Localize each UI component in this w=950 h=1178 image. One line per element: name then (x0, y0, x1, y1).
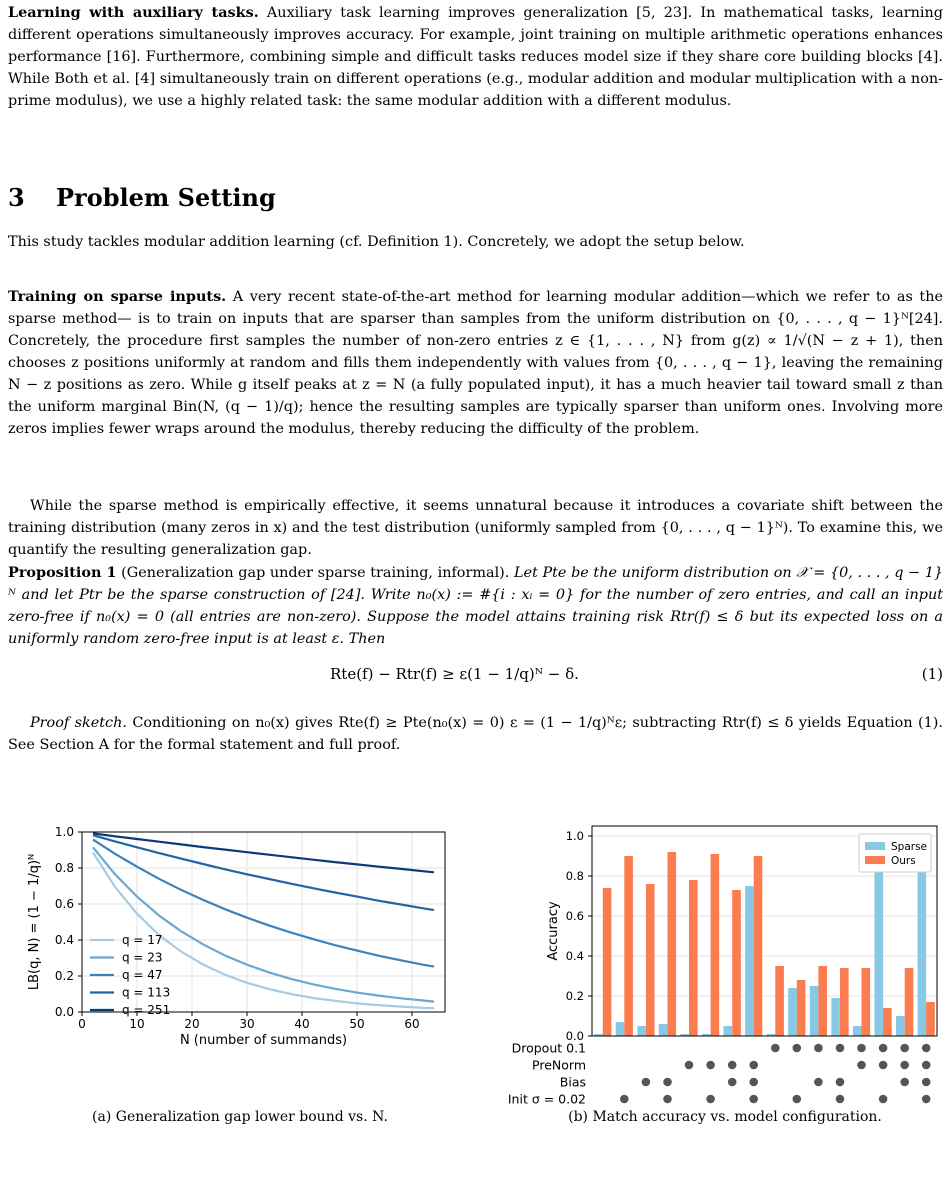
config-row-label: Init σ = 0.02 (507, 1091, 586, 1107)
config-dot (814, 1078, 823, 1087)
config-dot (836, 1078, 845, 1087)
y-tick-label: 0.0 (54, 1005, 74, 1019)
config-dot (771, 1044, 780, 1053)
config-dot (663, 1095, 672, 1104)
y-tick-label: 0.2 (565, 989, 584, 1003)
bar-sparse (659, 1024, 668, 1036)
bar-ours (818, 966, 827, 1036)
config-dot (900, 1061, 909, 1070)
bar-ours (646, 884, 655, 1036)
config-dot (922, 1044, 931, 1053)
legend-label: q = 17 (122, 933, 163, 947)
y-tick-label: 1.0 (54, 825, 74, 839)
config-dot (857, 1044, 866, 1053)
x-tick-label: 30 (239, 1017, 255, 1031)
x-axis-label: N (number of summands) (179, 1033, 348, 1048)
caption-b: (b) Match accuracy vs. model configuration. (568, 1109, 882, 1125)
x-tick-label: 20 (184, 1017, 200, 1031)
legend-label: q = 113 (122, 985, 171, 1000)
config-dot (922, 1061, 931, 1070)
legend-label: Sparse (891, 841, 928, 853)
bar-ours (926, 1002, 935, 1036)
config-dot (814, 1044, 823, 1053)
legend-label: Ours (891, 855, 916, 867)
y-tick-label: 0.8 (565, 869, 584, 883)
bar-sparse (724, 1026, 733, 1036)
series-line (93, 833, 434, 872)
config-dot (857, 1061, 866, 1070)
bar-sparse (788, 988, 797, 1036)
config-dot (922, 1095, 931, 1104)
proposition-head: Proposition 1 (8, 564, 117, 581)
x-tick-label: 60 (404, 1017, 420, 1031)
equation-1 (8, 665, 943, 691)
config-dot (836, 1044, 845, 1053)
para-auxiliary-head: Learning with auxiliary tasks. (8, 4, 259, 21)
bar-sparse (745, 886, 754, 1036)
config-dot (879, 1061, 888, 1070)
proof-head: Proof sketch. (30, 715, 127, 731)
bar-ours (862, 968, 871, 1036)
config-dot (900, 1044, 909, 1053)
config-dot (879, 1095, 888, 1104)
config-row-label: Bias (559, 1074, 586, 1090)
bar-ours (668, 852, 677, 1036)
equation-tag: (1) (921, 665, 943, 683)
bar-ours (624, 856, 633, 1036)
bar-sparse (810, 986, 819, 1036)
chart-match-accuracy (485, 820, 945, 1120)
config-dot (879, 1044, 888, 1053)
x-tick-label: 40 (294, 1017, 310, 1031)
config-dot (836, 1095, 845, 1104)
config-dot (728, 1078, 737, 1087)
bar-sparse (616, 1022, 625, 1036)
proof-sketch (8, 712, 943, 756)
bar-ours (711, 854, 720, 1036)
config-dot (663, 1078, 672, 1087)
bar-ours (603, 888, 612, 1036)
section-title: Problem Setting (56, 183, 276, 212)
config-dot (749, 1061, 758, 1070)
legend-swatch (865, 856, 885, 864)
bar-ours (775, 966, 784, 1036)
proof-text: Conditioning on n₀(x) gives Rte(f) ≥ Pte(n₀(x) = 0) ε = (1 − 1/q)ᴺε; subtracting Rtr(f) ≤ δ yields Equation (1). See Section A for the formal statement and full proof. (8, 715, 943, 753)
para-auxiliary-text: Auxiliary task learning improves generalization [5, 23]. In mathematical tasks, learning different operations simultaneously improves accuracy. For example, joint training on multiple arithmetic operations enhances performance [16]. Furthermore, combining simple and difficult tasks reduces model size if they share core building blocks [4]. While Both et al. [4] simultaneously train on different operations (e.g., modular addition and modular multiplication with a non-prime modulus), we use a highly related task: the same modular addition with a different modulus. (8, 5, 943, 109)
bar-sparse (853, 1026, 862, 1036)
y-tick-label: 0.4 (54, 933, 74, 947)
x-tick-label: 0 (78, 1017, 86, 1031)
y-tick-label: 0.6 (565, 909, 584, 923)
config-dot (922, 1078, 931, 1087)
config-dot (685, 1061, 694, 1070)
para-covariate-shift: While the sparse method is empirically effective, it seems unnatural because it introduces a covariate shift between the training distribution (many zeros in x) and the test distribution (uniformly sampled from {0, . . . , q − 1}ᴺ). To examine this, we quantify the resulting generalization gap. (8, 498, 943, 558)
section-number: 3 (8, 183, 25, 212)
bar-ours (840, 968, 849, 1036)
config-row-label: Dropout 0.1 (511, 1040, 586, 1056)
config-dot (793, 1044, 802, 1053)
bar-sparse (831, 998, 840, 1036)
config-dot (620, 1095, 629, 1104)
bar-sparse (896, 1016, 905, 1036)
para-sparse-head: Training on sparse inputs. (8, 288, 227, 305)
series-line (93, 835, 434, 910)
chart-generalization-gap (0, 820, 470, 1050)
bar-ours (754, 856, 763, 1036)
proposition-text: Let Pte be the uniform distribution on 𝒳 = {0, . . . , q − 1}ᴺ and let Ptr be the sparse construction of [24]. Write n₀(x) := #{i : xᵢ = 0} for the number of zero entries, and call an input zero-free if n₀(x) = 0 (all entries are non-zero). Suppose the model attains training risk Rtr(f) ≤ δ but its expected loss on a uniformly random zero-free input is at least ε. Then (8, 565, 944, 647)
y-tick-label: 0.6 (54, 897, 74, 911)
y-tick-label: 0.2 (54, 969, 74, 983)
bar-ours (732, 890, 741, 1036)
para-sparse-text: A very recent state-of-the-art method for learning modular addition—which we refer to as the sparse method— is to train on inputs that are sparser than samples from the uniform distribution on {0, . . . , q − 1}ᴺ[24]. Concretely, the procedure first samples the number of non-zero entries z ∈ {1, . . . , N} from g(z) ∝ 1/√(N − z + 1), then chooses z positions uniformly at random and fills them independently with values from {0, . . . , q − 1}, leaving the remaining N − z positions as zero. While g itself peaks at z = N (a fully populated input), it has a much heavier tail toward small z than the uniform marginal Bin(N, (q − 1)/q); hence the resulting samples are typically sparser than uniform ones. Involving more zeros implies fewer wraps around the modulus, thereby reducing the difficulty of the problem. (8, 289, 943, 437)
legend-label: q = 47 (122, 968, 163, 982)
y-tick-label: 1.0 (565, 829, 584, 843)
bar-ours (905, 968, 914, 1036)
legend-label: q = 251 (122, 1003, 171, 1017)
para-auxiliary-tasks (8, 2, 943, 112)
config-dot (749, 1095, 758, 1104)
config-dot (900, 1078, 909, 1087)
x-tick-label: 50 (349, 1017, 365, 1031)
section-intro: This study tackles modular addition learning (cf. Definition 1). Concretely, we adopt the setup below. (8, 234, 745, 250)
config-dot (728, 1061, 737, 1070)
bar-sparse (637, 1026, 646, 1036)
config-dot (642, 1078, 651, 1087)
bar-ours (797, 980, 806, 1036)
y-axis-label: Accuracy (546, 901, 561, 961)
caption-a: (a) Generalization gap lower bound vs. N. (92, 1109, 388, 1125)
para-sparse-inputs (8, 286, 943, 440)
x-tick-label: 10 (129, 1017, 145, 1031)
config-dot (706, 1061, 715, 1070)
proposition-1 (8, 562, 943, 650)
y-tick-label: 0.0 (565, 1029, 584, 1043)
proposition-title: (Generalization gap under sparse training, informal). (121, 565, 510, 581)
equation-body: Rte(f) − Rtr(f) ≥ ε(1 − 1/q)ᴺ − δ. (330, 665, 579, 683)
legend-swatch (865, 842, 885, 850)
legend-label: q = 23 (122, 950, 163, 965)
bar-ours (883, 1008, 892, 1036)
config-dot (706, 1095, 715, 1104)
section-heading (8, 183, 943, 213)
y-tick-label: 0.4 (565, 949, 584, 963)
config-dot (749, 1078, 758, 1087)
bar-ours (689, 880, 698, 1036)
config-dot (793, 1095, 802, 1104)
y-axis-label: LB(q, N) = (1 − 1/q)ᴺ (27, 853, 42, 991)
y-tick-label: 0.8 (54, 861, 74, 875)
config-row-label: PreNorm (532, 1057, 586, 1073)
